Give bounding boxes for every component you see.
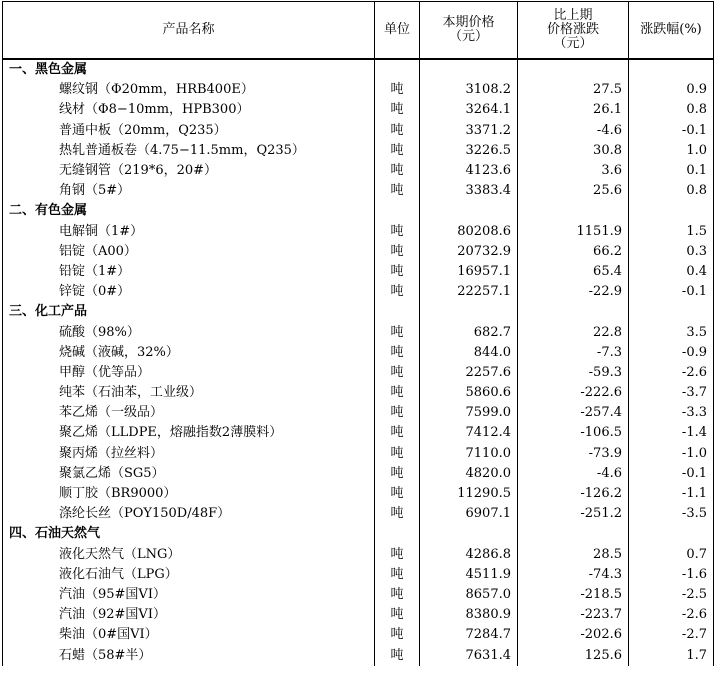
current-price: 20732.9 [420, 242, 518, 262]
price-change: 25.6 [518, 181, 629, 201]
product-name: 硫酸（98%） [3, 322, 375, 342]
product-unit: 吨 [375, 242, 420, 262]
product-unit: 吨 [375, 363, 420, 383]
price-table [2, 1, 714, 666]
product-unit: 吨 [375, 565, 420, 585]
table-row [3, 464, 714, 484]
table-row [3, 322, 714, 342]
category-title: 四、石油天然气 [3, 524, 375, 544]
product-name: 螺纹钢（Φ20mm，HRB400E） [3, 80, 375, 100]
current-price: 3371.2 [420, 121, 518, 141]
category-title: 三、化工产品 [3, 302, 375, 322]
change-percent: -1.1 [629, 484, 714, 504]
current-price: 5860.6 [420, 383, 518, 403]
product-unit: 吨 [375, 161, 420, 181]
change-percent: -1.4 [629, 423, 714, 443]
empty-cell [518, 302, 629, 322]
table-row [3, 383, 714, 403]
change-percent: 0.4 [629, 262, 714, 282]
product-name: 聚氯乙烯（SG5） [3, 464, 375, 484]
empty-cell [375, 201, 420, 221]
empty-cell [420, 302, 518, 322]
product-name: 电解铜（1#） [3, 222, 375, 242]
table-row [3, 161, 714, 181]
current-price: 7412.4 [420, 423, 518, 443]
change-percent: -0.1 [629, 464, 714, 484]
current-price: 22257.1 [420, 282, 518, 302]
product-unit: 吨 [375, 222, 420, 242]
product-name: 液化天然气（LNG） [3, 545, 375, 565]
empty-cell [518, 59, 629, 80]
category-row [3, 201, 714, 221]
current-price: 3108.2 [420, 80, 518, 100]
current-price: 4123.6 [420, 161, 518, 181]
current-price: 3264.1 [420, 100, 518, 120]
product-unit: 吨 [375, 625, 420, 645]
change-percent: 1.7 [629, 645, 714, 665]
table-row [3, 504, 714, 524]
table-row [3, 605, 714, 625]
product-unit: 吨 [375, 100, 420, 120]
product-name: 铅锭（1#） [3, 262, 375, 282]
table-row [3, 625, 714, 645]
price-change: -106.5 [518, 423, 629, 443]
table-row [3, 423, 714, 443]
current-price: 4286.8 [420, 545, 518, 565]
empty-cell [629, 201, 714, 221]
change-percent: -0.1 [629, 282, 714, 302]
change-percent: 1.0 [629, 141, 714, 161]
product-unit: 吨 [375, 484, 420, 504]
change-percent: 0.7 [629, 545, 714, 565]
table-row [3, 343, 714, 363]
change-percent: -3.7 [629, 383, 714, 403]
category-row [3, 524, 714, 544]
empty-cell [375, 59, 420, 80]
change-percent: -1.0 [629, 444, 714, 464]
price-change: 1151.9 [518, 222, 629, 242]
product-name: 聚丙烯（拉丝料） [3, 444, 375, 464]
product-name: 甲醇（优等品） [3, 363, 375, 383]
empty-cell [375, 302, 420, 322]
change-percent: 0.8 [629, 181, 714, 201]
price-change: -59.3 [518, 363, 629, 383]
price-change: -257.4 [518, 403, 629, 423]
table-header [3, 2, 714, 60]
category-title: 一、黑色金属 [3, 59, 375, 80]
product-unit: 吨 [375, 282, 420, 302]
product-unit: 吨 [375, 645, 420, 665]
price-change: 65.4 [518, 262, 629, 282]
product-unit: 吨 [375, 444, 420, 464]
current-price: 16957.1 [420, 262, 518, 282]
product-unit: 吨 [375, 141, 420, 161]
product-name: 锌锭（0#） [3, 282, 375, 302]
price-change: 27.5 [518, 80, 629, 100]
price-change: -218.5 [518, 585, 629, 605]
price-change: -4.6 [518, 464, 629, 484]
product-name: 顺丁胶（BR9000） [3, 484, 375, 504]
product-name: 柴油（0#国VI） [3, 625, 375, 645]
current-price: 2257.6 [420, 363, 518, 383]
product-unit: 吨 [375, 121, 420, 141]
price-change: -223.7 [518, 605, 629, 625]
change-percent: -0.9 [629, 343, 714, 363]
change-percent: -3.3 [629, 403, 714, 423]
product-name: 热轧普通板卷（4.75−11.5mm，Q235） [3, 141, 375, 161]
empty-cell [375, 524, 420, 544]
empty-cell [518, 524, 629, 544]
product-unit: 吨 [375, 80, 420, 100]
current-price: 8657.0 [420, 585, 518, 605]
current-price: 7631.4 [420, 645, 518, 665]
change-percent: 3.5 [629, 322, 714, 342]
category-row [3, 302, 714, 322]
current-price: 682.7 [420, 322, 518, 342]
table-row [3, 363, 714, 383]
product-name: 烧碱（液碱，32%） [3, 343, 375, 363]
table-row [3, 242, 714, 262]
category-title: 二、有色金属 [3, 201, 375, 221]
product-name: 汽油（92#国VI） [3, 605, 375, 625]
empty-cell [629, 59, 714, 80]
category-row [3, 59, 714, 80]
price-change: 28.5 [518, 545, 629, 565]
price-change: -73.9 [518, 444, 629, 464]
current-price: 4820.0 [420, 464, 518, 484]
table-row [3, 181, 714, 201]
empty-cell [420, 524, 518, 544]
change-percent: -0.1 [629, 121, 714, 141]
table-row [3, 545, 714, 565]
empty-cell [629, 524, 714, 544]
current-price: 7284.7 [420, 625, 518, 645]
price-change: -7.3 [518, 343, 629, 363]
table-row [3, 100, 714, 120]
product-unit: 吨 [375, 322, 420, 342]
product-name: 无缝钢管（219*6，20#） [3, 161, 375, 181]
table-row [3, 645, 714, 665]
current-price: 11290.5 [420, 484, 518, 504]
change-percent: -2.7 [629, 625, 714, 645]
product-name: 汽油（95#国VI） [3, 585, 375, 605]
table-row [3, 403, 714, 423]
table-row [3, 565, 714, 585]
change-percent: -1.6 [629, 565, 714, 585]
empty-cell [518, 201, 629, 221]
product-unit: 吨 [375, 181, 420, 201]
header-name: 产品名称 [3, 2, 375, 60]
product-unit: 吨 [375, 262, 420, 282]
product-name: 普通中板（20mm，Q235） [3, 121, 375, 141]
change-percent: -2.6 [629, 363, 714, 383]
product-name: 纯苯（石油苯，工业级） [3, 383, 375, 403]
current-price: 3383.4 [420, 181, 518, 201]
table-row [3, 141, 714, 161]
change-percent: 0.9 [629, 80, 714, 100]
change-percent: -2.5 [629, 585, 714, 605]
current-price: 80208.6 [420, 222, 518, 242]
price-change: -202.6 [518, 625, 629, 645]
price-change: 66.2 [518, 242, 629, 262]
price-change: -74.3 [518, 565, 629, 585]
price-change: -251.2 [518, 504, 629, 524]
table-row [3, 262, 714, 282]
change-percent: 0.3 [629, 242, 714, 262]
current-price: 3226.5 [420, 141, 518, 161]
product-name: 石蜡（58#半） [3, 645, 375, 665]
header-change: 比上期 价格涨跌 （元） [518, 2, 629, 60]
current-price: 7599.0 [420, 403, 518, 423]
product-unit: 吨 [375, 504, 420, 524]
price-change: 3.6 [518, 161, 629, 181]
product-name: 角钢（5#） [3, 181, 375, 201]
price-change: 26.1 [518, 100, 629, 120]
table-row [3, 80, 714, 100]
price-change: 22.8 [518, 322, 629, 342]
change-percent: -2.6 [629, 605, 714, 625]
product-name: 聚乙烯（LLDPE，熔融指数2薄膜料） [3, 423, 375, 443]
empty-cell [420, 59, 518, 80]
table-row [3, 585, 714, 605]
change-percent: 1.5 [629, 222, 714, 242]
product-unit: 吨 [375, 605, 420, 625]
price-change: -4.6 [518, 121, 629, 141]
product-unit: 吨 [375, 403, 420, 423]
product-name: 铝锭（A00） [3, 242, 375, 262]
change-percent: 0.1 [629, 161, 714, 181]
price-change: -126.2 [518, 484, 629, 504]
product-unit: 吨 [375, 585, 420, 605]
price-change: 30.8 [518, 141, 629, 161]
product-unit: 吨 [375, 343, 420, 363]
table-body [3, 59, 714, 666]
product-name: 苯乙烯（一级品） [3, 403, 375, 423]
price-change: 125.6 [518, 645, 629, 665]
table-row [3, 121, 714, 141]
table-row [3, 444, 714, 464]
product-name: 线材（Φ8−10mm，HPB300） [3, 100, 375, 120]
header-price: 本期价格 （元） [420, 2, 518, 60]
product-unit: 吨 [375, 423, 420, 443]
price-change: -22.9 [518, 282, 629, 302]
current-price: 6907.1 [420, 504, 518, 524]
empty-cell [629, 302, 714, 322]
empty-cell [420, 201, 518, 221]
current-price: 844.0 [420, 343, 518, 363]
product-unit: 吨 [375, 464, 420, 484]
product-unit: 吨 [375, 383, 420, 403]
product-name: 液化石油气（LPG） [3, 565, 375, 585]
change-percent: 0.8 [629, 100, 714, 120]
product-unit: 吨 [375, 545, 420, 565]
price-change: -222.6 [518, 383, 629, 403]
current-price: 7110.0 [420, 444, 518, 464]
table-row [3, 484, 714, 504]
change-percent: -3.5 [629, 504, 714, 524]
current-price: 8380.9 [420, 605, 518, 625]
table-row [3, 222, 714, 242]
current-price: 4511.9 [420, 565, 518, 585]
product-name: 涤纶长丝（POY150D/48F） [3, 504, 375, 524]
header-unit: 单位 [375, 2, 420, 60]
header-pct: 涨跌幅(%) [629, 2, 714, 60]
table-row [3, 282, 714, 302]
